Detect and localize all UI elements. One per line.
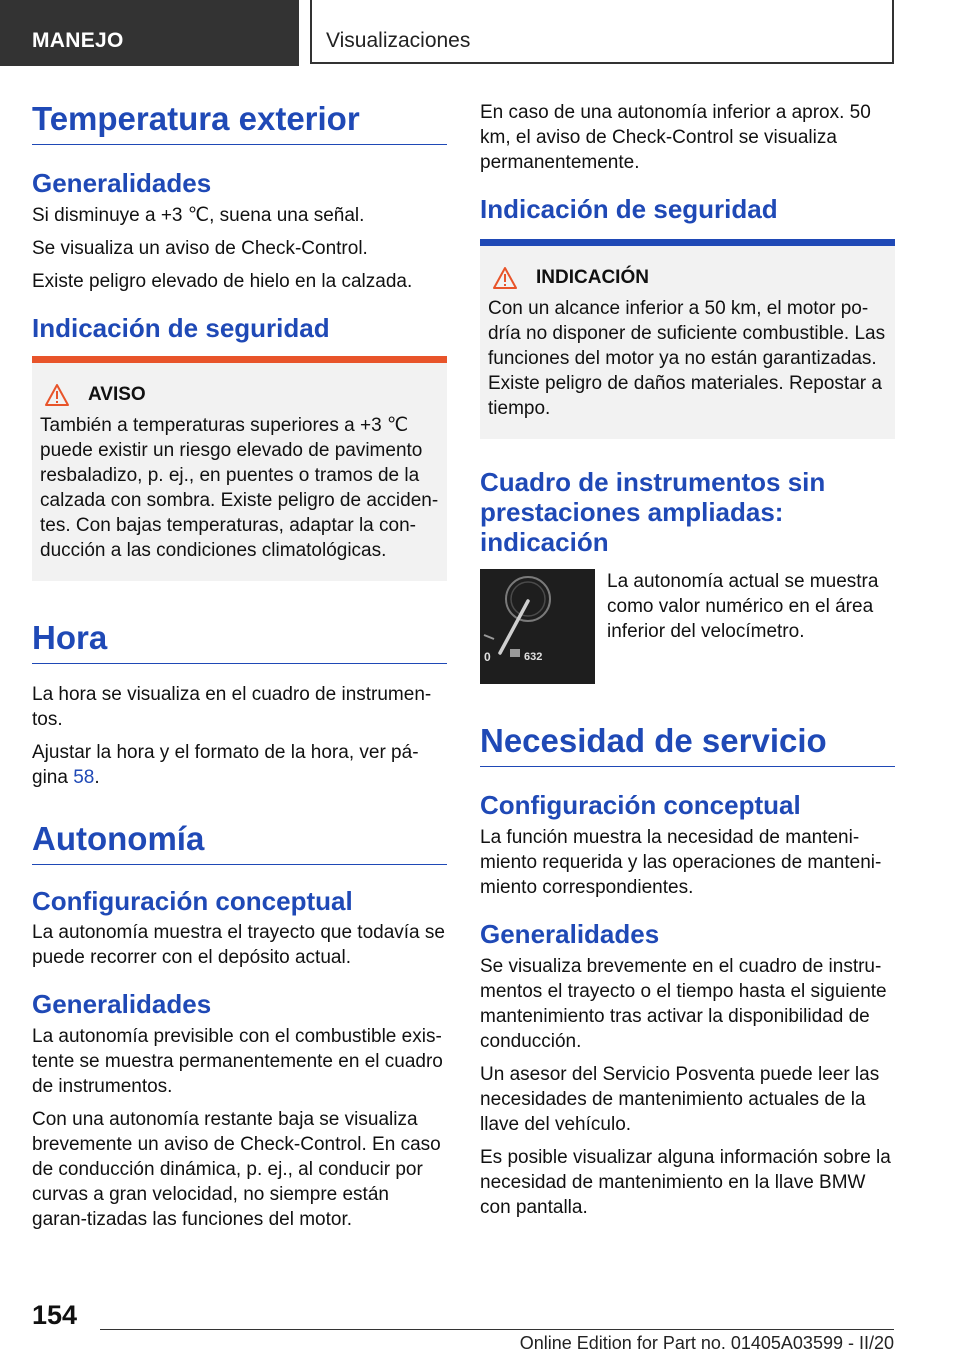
range-value-label: 632: [524, 650, 543, 663]
heading-seguridad-autonomia: Indicación de seguridad: [480, 194, 778, 224]
temp-paragraph-3: Existe peligro elevado de hielo en la calzada.: [32, 270, 413, 292]
servicio-paragraph-2: Un asesor del Servicio Posventa puede leer las necesidades de mantenimiento actuales de la llave del vehículo.: [480, 1063, 880, 1135]
cluster-text: La autonomía actual se muestra como valor numérico en el área inferior del velocímetro.: [607, 570, 879, 642]
info-callout: [480, 239, 895, 439]
warning-label: AVISO: [88, 383, 146, 405]
page-number: 154: [32, 1300, 78, 1330]
instrument-cluster-image: [480, 569, 595, 684]
heading-cuadro-instrumentos: Cuadro de instrumentos sin prestaciones ampliadas: indicación: [480, 466, 826, 557]
autonomia-intro: En caso de una autonomía inferior a aprox. 50 km, el aviso de Check-Control se visualiza permanentemente.: [480, 102, 871, 173]
autonomia-paragraph-1: La autonomía previsible con el combustible exis‐tente se muestra permanentemente en el cuadro de instrumentos.: [32, 1026, 443, 1098]
cluster-figure-block: [480, 569, 895, 684]
chapter-label: MANEJO: [32, 29, 124, 52]
hora-paragraph-1: La hora se visualiza en el cuadro de instrumen‐tos.: [32, 683, 432, 730]
heading-seguridad-temp: Indicación de seguridad: [32, 312, 330, 343]
warning-triangle-icon: [492, 266, 518, 290]
heading-generalidades-autonomia: Generalidades: [32, 989, 212, 1020]
heading-generalidades-servicio: Generalidades: [480, 918, 660, 949]
speed-zero-label: 0: [484, 649, 491, 664]
servicio-paragraph-1: Se visualiza brevemente en el cuadro de instru‐mentos el trayecto o el tiempo hasta el siguiente mantenimiento tras activar la disponibilidad de conducción.: [480, 955, 887, 1052]
warning-callout: [32, 356, 447, 581]
chapter-tab: [0, 0, 299, 66]
temp-paragraph-2: Se visualiza un aviso de Check-Control.: [32, 237, 368, 259]
info-label: INDICACIÓN: [536, 266, 649, 288]
autonomia-concept-text: La autonomía muestra el trayecto que todavía se puede recorrer con el depósito actual.: [32, 922, 445, 969]
temp-paragraph-1: Si disminuye a +3 ℃, suena una señal.: [32, 204, 365, 226]
servicio-concept-text: La función muestra la necesidad de manteni‐miento requerida y las operaciones de manteni‐miento correspondientes.: [480, 826, 882, 898]
heading-temperatura: Temperatura exterior: [32, 100, 447, 145]
page-link[interactable]: 58: [73, 766, 95, 788]
heading-servicio: Necesidad de servicio: [480, 722, 895, 767]
section-label: Visualizaciones: [326, 29, 471, 52]
heading-hora: Hora: [32, 619, 447, 664]
footer-divider: [100, 1329, 894, 1330]
section-tab: [310, 0, 894, 64]
right-column: [480, 100, 895, 1228]
warning-triangle-icon: [44, 383, 70, 407]
hora-paragraph-2: Ajustar la hora y el formato de la hora, ver pá‐gina 58.: [32, 741, 419, 788]
servicio-paragraph-3: Es posible visualizar alguna información sobre la necesidad de mantenimiento en la llave BMW con pantalla.: [480, 1146, 891, 1218]
warning-text: También a temperaturas superiores a +3 ℃ puede existir un riesgo elevado de pavimento resbaladizo, p. ej., en puentes o tramos de la calzada con sombra. Existe peligro de acciden‐tes. Con bajas temperaturas, adaptar la con‐ducción a las condiciones climatológicas.: [40, 414, 439, 561]
heading-autonomia: Autonomía: [32, 820, 447, 865]
info-text: Con un alcance inferior a 50 km, el motor po‐dría no disponer de suficiente combustible. Las funciones del motor ya no están garantizadas. Existe peligro de daños materiales. Repostar a tiempo.: [488, 297, 886, 419]
autonomia-paragraph-2: Con una autonomía restante baja se visualiza brevemente un aviso de Check-Control. En caso de conducción dinámica, p. ej., al conducir por curvas a gran velocidad, no siempre están garan‐tizadas las funciones del motor.: [32, 1109, 441, 1231]
left-column: [32, 100, 447, 1240]
heading-configuracion-servicio: Configuración conceptual: [480, 789, 801, 820]
heading-configuracion-autonomia: Configuración conceptual: [32, 885, 353, 916]
speedometer-illustration: [480, 569, 595, 684]
heading-generalidades-temp: Generalidades: [32, 167, 212, 198]
edition-text: Online Edition for Part no. 01405A03599 - II/20: [519, 1333, 894, 1353]
